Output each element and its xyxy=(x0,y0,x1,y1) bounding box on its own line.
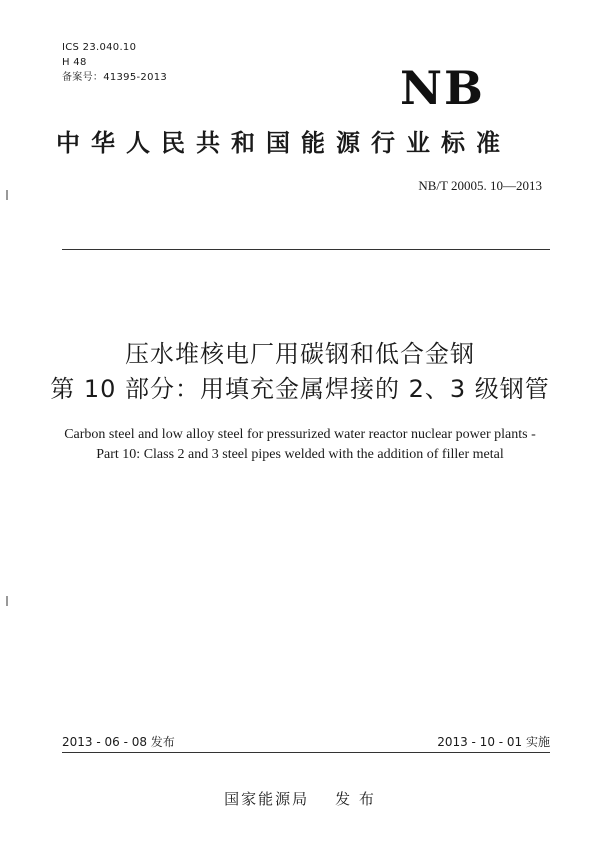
bottom-divider xyxy=(62,752,550,753)
issue-date: 2013 - 06 - 08 发布 xyxy=(62,735,175,749)
ics-code: ICS 23.040.10 xyxy=(62,42,137,53)
document-title-cn-line1: 压水堆核电厂用碳钢和低合金钢 xyxy=(125,340,475,368)
record-number: 备案号：41395-2013 xyxy=(62,72,168,83)
standard-number: NB/T 20005. 10—2013 xyxy=(418,178,542,193)
publisher-name: 国家能源局 xyxy=(224,790,310,808)
publisher-line xyxy=(0,788,600,809)
publisher-action: 发 布 xyxy=(335,790,376,808)
classification-code: H 48 xyxy=(62,57,87,68)
scan-mark xyxy=(6,190,8,200)
nb-logo: NB xyxy=(400,61,485,115)
scan-mark xyxy=(6,596,8,606)
document-title-en-line2: Part 10: Class 2 and 3 steel pipes welded with the addition of filler metal xyxy=(96,447,504,462)
document-title-en-line1: Carbon steel and low alloy steel for pressurized water reactor nuclear power plants - xyxy=(64,427,536,442)
implementation-date: 2013 - 10 - 01 实施 xyxy=(437,735,550,749)
top-divider xyxy=(62,249,550,250)
standard-category-title: 中华人民共和国能源行业标准 xyxy=(56,129,511,157)
document-title-cn-line2: 第 10 部分：用填充金属焊接的 2、3 级钢管 xyxy=(50,375,550,403)
